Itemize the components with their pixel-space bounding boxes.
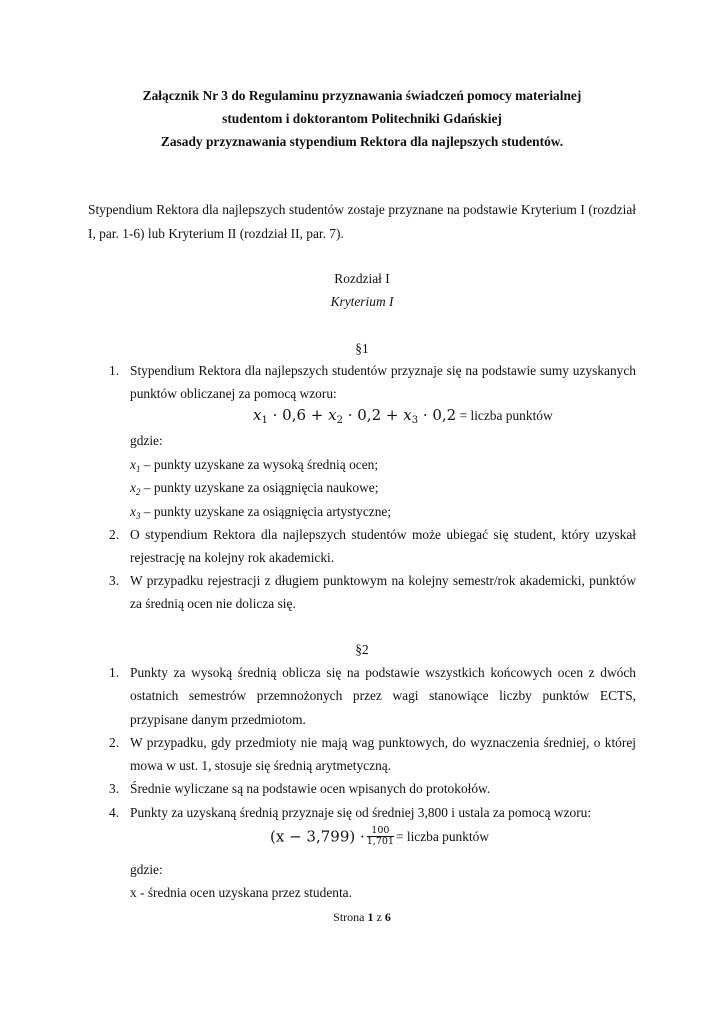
formula-1-var-x3: x <box>403 406 412 424</box>
formula-1-weight-3: · 0,2 <box>418 406 457 424</box>
sec2-item-1-line-1: Punkty za wysoką średnią oblicza się na podstawie wszystkich końcowych ocen z dwóch <box>130 665 636 680</box>
sec2-var-x: x - średnia ocen uzyskana przez studenta. <box>130 885 352 900</box>
formula-2-denominator: 1,701 <box>366 836 394 848</box>
header-line-3: Zasady przyznawania stypendium Rektora dla najlepszych studentów. <box>160 134 564 149</box>
var-x2-desc: – punkty uzyskane za osiągnięcia naukowe; <box>140 480 379 495</box>
sec1-item-1-line-1: Stypendium Rektora dla najlepszych studentów przyznaje się na podstawie sumy uzyskanych <box>130 363 636 378</box>
formula-2-fraction <box>367 826 394 848</box>
sec1-item-1-number: 1. <box>109 363 120 378</box>
intro-line-2: I, par. 1-6) lub Kryterium II (rozdział II, par. 7). <box>88 226 344 241</box>
section-1-heading: §1 <box>355 341 369 356</box>
sec1-var-x3 <box>130 505 391 521</box>
section-2-heading: §2 <box>355 642 369 657</box>
sec1-item-1-line-2: punktów obliczanej za pomocą wzoru: <box>130 386 337 401</box>
header-line-2: studentom i doktorantom Politechniki Gdańskiej <box>222 111 502 126</box>
formula-1-weight-1: · 0,6 + <box>267 406 329 424</box>
sec2-item-2-line-2: mowa w ust. 1, stosuje się średnią arytmetyczną. <box>130 758 392 773</box>
formula-2-result: = liczba punktów <box>395 829 490 845</box>
chapter-subtitle: Kryterium I <box>330 294 394 309</box>
formula-1-sub-3: 3 <box>411 415 419 426</box>
formula-1 <box>253 408 553 426</box>
formula-1-var-x1: x <box>253 406 262 424</box>
sec2-item-1-line-3: przypisane danym przedmiotom. <box>130 712 306 727</box>
var-x1-desc: – punkty uzyskane za wysoką średnią ocen; <box>140 457 379 472</box>
sec1-where-label: gdzie: <box>130 433 163 448</box>
sec2-item-3-number: 3. <box>109 781 120 796</box>
sec1-item-3-line-1: W przypadku rejestracji z długiem punktowym na kolejny semestr/rok akademicki, punktów <box>130 573 636 588</box>
sec1-item-3-line-2: za średnią ocen nie dolicza się. <box>130 596 296 611</box>
sec1-item-2-line-2: rejestrację na kolejny rok akademicki. <box>130 550 335 565</box>
sec1-item-3-number: 3. <box>109 573 120 588</box>
sec2-item-1-number: 1. <box>109 665 120 680</box>
intro-line-1: Stypendium Rektora dla najlepszych studentów zostaje przyznane na podstawie Kryterium I (rozdział <box>88 202 636 217</box>
page-footer <box>0 911 724 923</box>
sec1-var-x2 <box>130 481 378 497</box>
sec2-item-2-line-1: W przypadku, gdy przedmioty nie mają wag punktowych, do wyznaczenia średniej, o której <box>130 735 636 750</box>
header-line-1: Załącznik Nr 3 do Regulaminu przyznawania świadczeń pomocy materialnej <box>142 88 582 103</box>
var-x3-desc: – punkty uzyskane za osiągnięcia artystyczne; <box>140 504 392 519</box>
formula-2 <box>270 826 489 848</box>
formula-2-left: (x − 3,799) · <box>270 827 365 846</box>
chapter-title: Rozdział I <box>334 271 390 286</box>
sec1-item-2-line-1: O stypendium Rektora dla najlepszych studentów może ubiegać się student, który uzyskał <box>130 527 636 542</box>
sec2-item-2-number: 2. <box>109 735 120 750</box>
var-x2-sub: 2 <box>135 487 141 497</box>
sec2-item-3-line-1: Średnie wyliczane są na podstawie ocen wpisanych do protokołów. <box>130 781 491 796</box>
formula-2-numerator: 100 <box>367 826 394 837</box>
var-x1-name: x <box>130 457 136 472</box>
formula-1-sub-2: 2 <box>336 415 343 426</box>
sec2-item-1-line-2: ostatnich semestrów przemnożonych przez wagi stanowiące liczby punktów ECTS, <box>130 688 636 703</box>
sec2-item-4-line-1: Punkty za uzyskaną średnią przyznaje się od średniej 3,800 i ustala za pomocą wzoru: <box>130 805 592 820</box>
sec1-item-2-number: 2. <box>109 527 120 542</box>
var-x3-name: x <box>130 504 136 519</box>
formula-1-var-x2: x <box>328 406 337 424</box>
var-x3-sub: 3 <box>135 511 141 521</box>
sec2-where-label: gdzie: <box>130 862 163 877</box>
formula-1-sub-1: 1 <box>261 415 268 426</box>
sec1-var-x1 <box>130 458 378 474</box>
formula-1-result: = liczba punktów <box>456 408 553 423</box>
footer-prefix: Strona <box>333 910 368 924</box>
footer-page-total: 6 <box>384 910 391 924</box>
var-x2-name: x <box>130 480 136 495</box>
formula-1-weight-2: · 0,2 + <box>342 406 404 424</box>
var-x1-sub: 1 <box>135 464 141 474</box>
footer-page-number: 1 <box>367 910 374 924</box>
footer-separator: z <box>373 910 385 924</box>
sec2-item-4-number: 4. <box>109 805 120 820</box>
